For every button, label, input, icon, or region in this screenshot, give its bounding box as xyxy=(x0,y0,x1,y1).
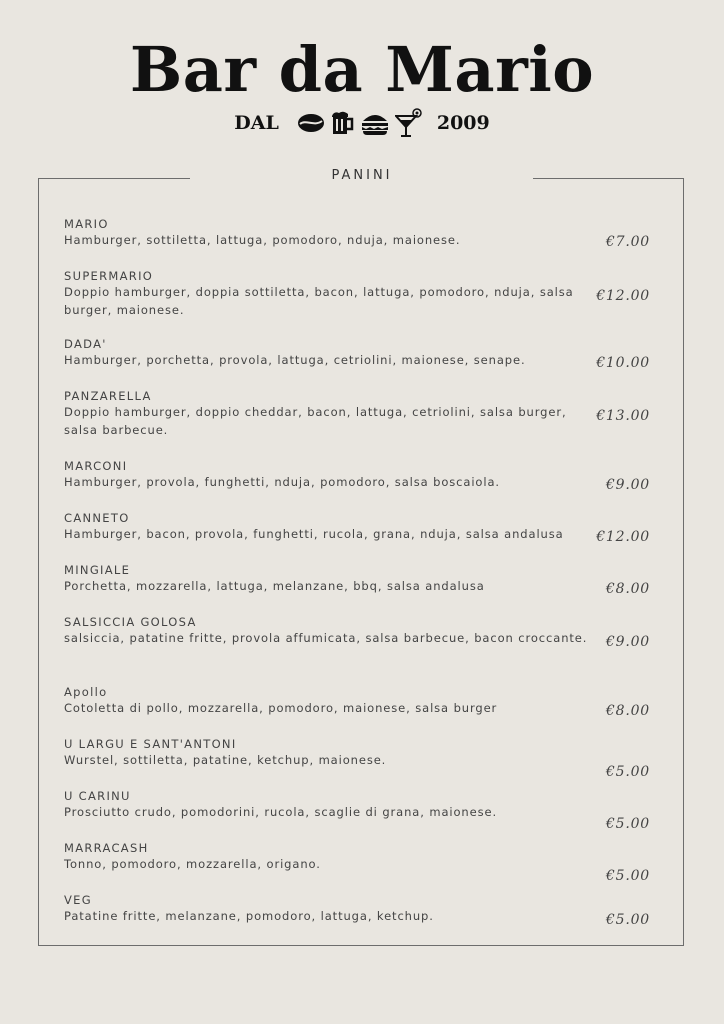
menu-item-name: VEG xyxy=(64,893,92,907)
menu-item-description: Hamburger, provola, funghetti, nduja, pomodoro, salsa boscaiola. xyxy=(64,475,500,489)
section-title: PANINI xyxy=(331,168,393,183)
menu-item-description: Cotoletta di pollo, mozzarella, pomodoro, maionese, salsa burger xyxy=(64,701,498,715)
menu-item-price: €5.00 xyxy=(605,764,650,780)
menu-item-description: Patatine fritte, melanzane, pomodoro, lattuga, ketchup. xyxy=(64,909,434,923)
menu-item-price: €10.00 xyxy=(596,355,650,371)
menu-item-price: €8.00 xyxy=(605,703,650,719)
icon-row xyxy=(297,108,423,138)
menu-item-description: Hamburger, bacon, provola, funghetti, rucola, grana, nduja, salsa andalusa xyxy=(64,527,564,541)
menu-item-price: €5.00 xyxy=(605,912,650,928)
menu-item-name: U LARGU E SANT'ANTONI xyxy=(64,737,237,751)
menu-item-description: Tonno, pomodoro, mozzarella, origano. xyxy=(64,857,321,871)
menu-item-name: MINGIALE xyxy=(64,563,131,577)
menu-item-price: €12.00 xyxy=(596,529,650,545)
beer-mug-icon xyxy=(331,110,355,136)
menu-item-description: Doppio hamburger, doppia sottiletta, bacon, lattuga, pomodoro, nduja, salsa burger, maionese. xyxy=(64,285,574,317)
menu-item xyxy=(64,840,654,884)
menu-item-description: Hamburger, sottiletta, lattuga, pomodoro, nduja, maionese. xyxy=(64,233,461,247)
menu-item-description: Wurstel, sottiletta, patatine, ketchup, maionese. xyxy=(64,753,387,767)
menu-item-name: MARIO xyxy=(64,217,109,231)
year-label: 2009 xyxy=(436,112,490,134)
menu-item-price: €5.00 xyxy=(605,816,650,832)
menu-item-price: €12.00 xyxy=(596,288,650,304)
menu-item-price: €7.00 xyxy=(605,234,650,250)
menu-item-name: MARRACASH xyxy=(64,841,149,855)
menu-item-name: Apollo xyxy=(64,685,108,699)
menu-item xyxy=(64,562,654,596)
menu-item-name: U CARINU xyxy=(64,789,131,803)
menu-item xyxy=(64,510,654,544)
menu-item-name: DADA' xyxy=(64,337,107,351)
menu-item-price: €5.00 xyxy=(605,868,650,884)
coffee-bean-icon xyxy=(297,113,325,133)
menu-item-price: €9.00 xyxy=(605,634,650,650)
menu-item-price: €13.00 xyxy=(596,408,650,424)
cocktail-icon xyxy=(395,108,423,138)
menu-item-name: MARCONI xyxy=(64,459,128,473)
restaurant-title: Bar da Mario xyxy=(129,33,595,106)
menu-item xyxy=(64,892,654,926)
menu-item-description: Prosciutto crudo, pomodorini, rucola, scaglie di grana, maionese. xyxy=(64,805,498,819)
subtitle xyxy=(0,108,724,138)
menu-item xyxy=(64,788,654,832)
menu-item xyxy=(64,268,654,319)
menu-item xyxy=(64,336,654,370)
burger-icon xyxy=(361,111,389,135)
menu-item xyxy=(64,388,654,439)
menu-item-name: PANZARELLA xyxy=(64,389,152,403)
menu-item xyxy=(64,736,654,780)
menu-item xyxy=(64,684,654,718)
menu-item-description: Porchetta, mozzarella, lattuga, melanzane, bbq, salsa andalusa xyxy=(64,579,485,593)
menu-item-description: Doppio hamburger, doppio cheddar, bacon, lattuga, cetriolini, salsa burger, salsa barbecue. xyxy=(64,405,567,437)
menu-item-name: SALSICCIA GOLOSA xyxy=(64,615,197,629)
since-label: DAL xyxy=(234,112,279,134)
menu-item xyxy=(64,458,654,492)
menu-item-description: Hamburger, porchetta, provola, lattuga, cetriolini, maionese, senape. xyxy=(64,353,526,367)
menu-item-name: SUPERMARIO xyxy=(64,269,154,283)
menu-item-price: €9.00 xyxy=(605,477,650,493)
menu-item-name: CANNETO xyxy=(64,511,130,525)
menu-item-description: salsiccia, patatine fritte, provola affumicata, salsa barbecue, bacon croccante. xyxy=(64,631,588,645)
menu-item-price: €8.00 xyxy=(605,581,650,597)
menu-item xyxy=(64,216,654,250)
menu-item xyxy=(64,614,654,648)
